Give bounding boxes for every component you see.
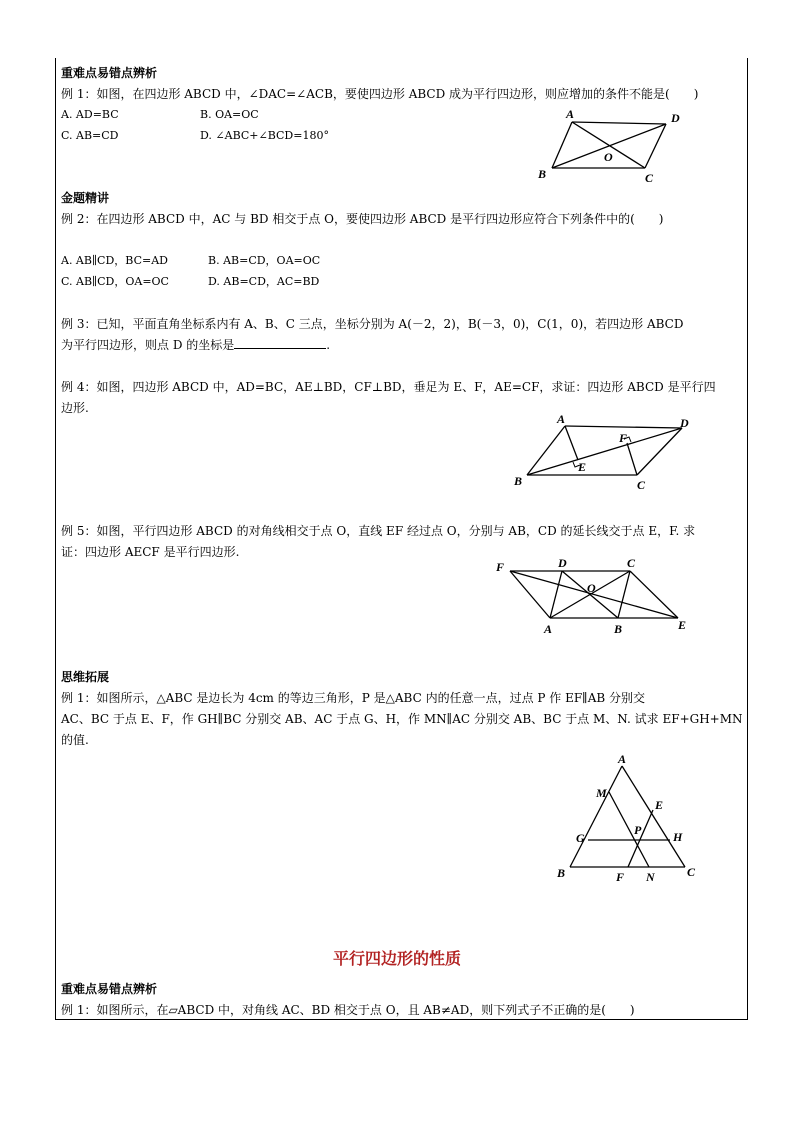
example-1-option-a: A. AD=BC	[61, 108, 119, 121]
section-heading-extension: 思维拓展	[61, 670, 110, 684]
label-c: C	[627, 556, 636, 570]
label-o: O	[587, 581, 596, 595]
example-1-option-d: D. ∠ABC+∠BCD=180°	[200, 129, 329, 142]
label-d: D	[558, 556, 567, 570]
example-2-option-c: C. AB∥CD，OA=OC	[61, 275, 169, 288]
example-1-option-c: C. AB=CD	[61, 129, 119, 142]
example-2-option-a: A. AB∥CD，BC=AD	[61, 254, 168, 267]
label-h: H	[673, 830, 683, 844]
label-f: F	[496, 560, 505, 574]
section-heading-errors: 重难点易错点辨析	[61, 66, 158, 80]
example-5-line-1: 例 5：如图，平行四边形 ABCD 的对角线相交于点 O，直线 EF 经过点 O，分别与 AB，CD 的延长线交于点 E，F. 求	[61, 524, 696, 538]
property-example-1-question: 例 1：如图所示，在▱ABCD 中，对角线 AC、BD 相交于点 O，且 AB≠AD，则下列式子不正确的是( )	[61, 1003, 635, 1017]
label-e: E	[655, 798, 664, 812]
example-2-question: 例 2：在四边形 ABCD 中，AC 与 BD 相交于点 O，要使四边形 ABCD 是平行四边形应符合下列条件中的( )	[61, 212, 664, 226]
label-d: D	[671, 111, 680, 125]
example-1-question: 例 1：如图，在四边形 ABCD 中，∠DAC=∠ACB，要使四边形 ABCD 成为平行四边形，则应增加的条件不能是( )	[61, 87, 699, 101]
label-b: B	[557, 866, 566, 880]
example-4-line-2: 边形.	[61, 401, 89, 415]
example-4-line-1: 例 4：如图，四边形 ABCD 中，AD=BC，AE⊥BD，CF⊥BD，垂足为 E、F，AE=CF，求证：四边形 ABCD 是平行四	[61, 380, 716, 394]
label-b: B	[538, 167, 547, 181]
label-a: A	[544, 622, 553, 636]
label-p: P	[634, 823, 642, 837]
label-a: A	[566, 107, 575, 121]
label-b: B	[614, 622, 623, 636]
example-1-option-b: B. OA=OC	[200, 108, 259, 121]
label-m: M	[596, 786, 607, 800]
label-o: O	[604, 150, 613, 164]
extension-line-2: AC、BC 于点 E、F，作 GH∥BC 分别交 AB、AC 于点 G、H，作 MN∥AC 分别交 AB、BC 于点 M、N. 试求 EF+GH+MN	[61, 712, 743, 726]
example-2-option-b: B. AB=CD，OA=OC	[208, 254, 321, 267]
label-c: C	[687, 865, 696, 879]
label-d: D	[680, 416, 689, 430]
label-g: G	[576, 831, 585, 845]
label-a: A	[618, 752, 627, 766]
section-heading-errors-2: 重难点易错点辨析	[61, 982, 158, 996]
example-3-line-2: 为平行四边形，则点 D 的坐标是 .	[61, 338, 331, 352]
label-f: F	[619, 431, 628, 445]
label-a: A	[557, 412, 566, 426]
figure-parallelogram-abcd	[530, 105, 690, 185]
label-e: E	[678, 618, 687, 632]
label-c: C	[645, 171, 654, 185]
example-5-line-2: 证：四边形 AECF 是平行四边形.	[61, 545, 240, 559]
extension-line-1: 例 1：如图所示，△ABC 是边长为 4cm 的等边三角形，P 是△ABC 内的任意一点，过点 P 作 EF∥AB 分别交	[61, 691, 646, 705]
figure-equilateral-triangle	[550, 750, 710, 890]
label-n: N	[646, 870, 655, 884]
section-heading-golden: 金题精讲	[61, 191, 110, 205]
label-c: C	[637, 478, 646, 492]
figure-ex4-quadrilateral	[510, 410, 700, 495]
label-f: F	[616, 870, 625, 884]
label-b: B	[514, 474, 523, 488]
page-section-title: 平行四边形的性质	[332, 949, 461, 968]
figure-ex5-parallelogram	[490, 555, 700, 640]
label-e: E	[578, 460, 587, 474]
extension-line-3: 的值.	[61, 733, 89, 747]
example-3-line-1: 例 3：已知，平面直角坐标系内有 A、B、C 三点，坐标分别为 A(－2，2)，B(－3，0)，C(1，0)，若四边形 ABCD	[61, 317, 684, 331]
example-2-option-d: D. AB=CD，AC=BD	[208, 275, 320, 288]
answer-blank[interactable]	[234, 338, 326, 349]
